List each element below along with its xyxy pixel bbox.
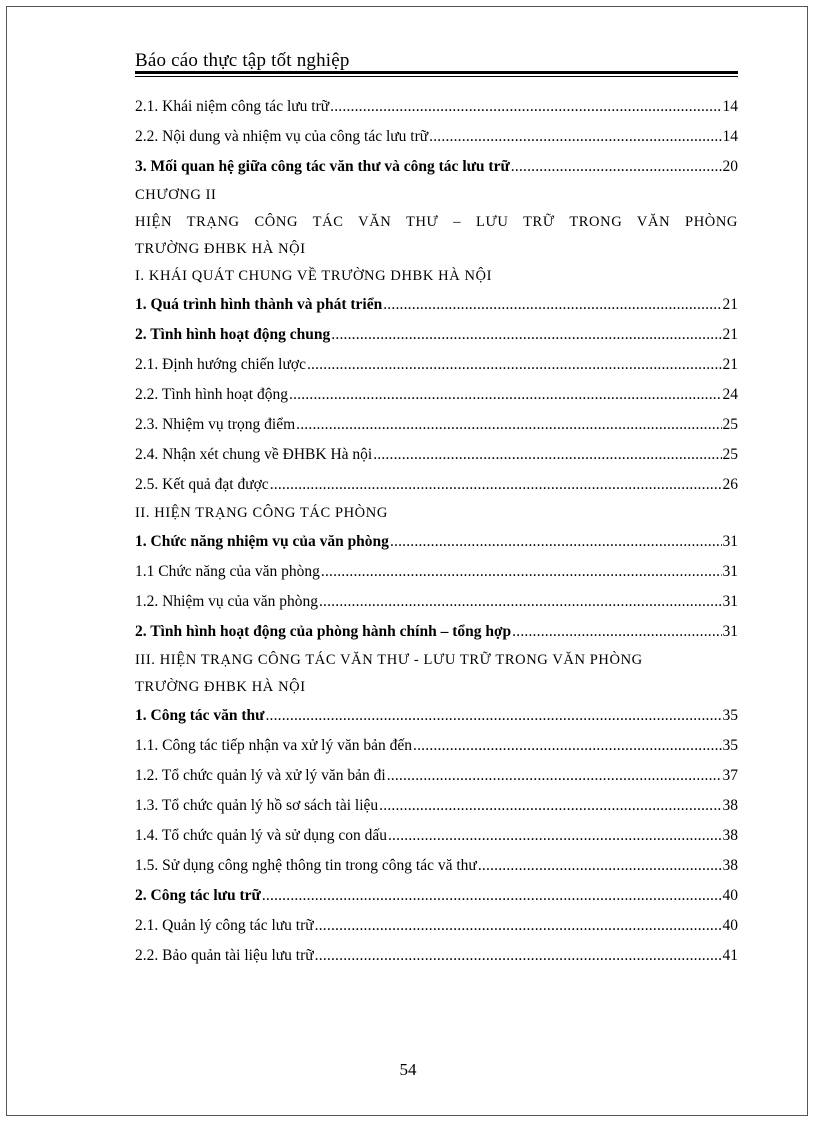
toc-dot-leader [315,918,722,934]
toc-entry [135,320,738,350]
toc-entry [135,92,738,122]
toc-entry [135,290,738,320]
toc-dot-leader [307,357,722,373]
toc-entry-page: 31 [722,593,738,610]
toc-entry-label: 2.2. Tình hình hoạt động [135,386,288,403]
toc-entry-page: 40 [722,917,738,934]
toc-entry-label: 1.4. Tổ chức quản lý và sử dụng con dấu [135,827,387,844]
table-of-contents [135,92,738,971]
toc-entry [135,761,738,791]
toc-entry [135,380,738,410]
toc-entry-label: 1.1. Công tác tiếp nhận va xử lý văn bản đến [135,737,413,754]
toc-entry-label: 2. Tình hình hoạt động chung [135,326,331,343]
toc-entry [135,851,738,881]
toc-dot-leader [429,129,721,145]
header-rule-thin [135,76,738,77]
toc-entry-page: 38 [722,857,738,874]
toc-entry-label: 1.3. Tổ chức quản lý hồ sơ sách tài liệu [135,797,379,814]
toc-entry-label: 1.5. Sử dụng công nghệ thông tin trong công tác vă thư [135,857,477,874]
toc-dot-leader [511,159,722,175]
report-header-title: Báo cáo thực tập tốt nghiệp [135,50,350,71]
toc-dot-leader [373,447,721,463]
toc-dot-leader [413,738,721,754]
toc-entry-page: 31 [722,533,738,550]
toc-dot-leader [270,477,722,493]
toc-entry [135,791,738,821]
toc-entry-page: 25 [722,416,738,433]
header-rule-thick [135,71,738,74]
toc-entry-page: 20 [722,158,738,175]
toc-entry-label: 1.1 Chức năng của văn phòng [135,563,320,580]
toc-entry [135,470,738,500]
toc-entry-label: 1. Chức năng nhiệm vụ của văn phòng [135,533,389,550]
toc-entry-label: 2.3. Nhiệm vụ trọng điểm [135,416,296,433]
toc-entry [135,941,738,971]
toc-dot-leader [512,624,721,640]
toc-dot-leader [321,564,722,580]
page-number: 54 [399,1060,417,1079]
toc-entry-label: 1.2. Nhiệm vụ của văn phòng [135,593,318,610]
toc-entry-label: 2.4. Nhận xét chung về ĐHBK Hà nội [135,446,373,463]
toc-section-heading: II. HIỆN TRẠNG CÔNG TÁC PHÒNG [135,505,388,521]
toc-section-heading: CHƯƠNG II [135,187,217,203]
toc-entry-page: 38 [722,827,738,844]
toc-dot-leader [331,327,721,343]
toc-entry-page: 35 [722,707,738,724]
toc-dot-leader [387,768,722,784]
toc-entry-label: 2.2. Nội dung và nhiệm vụ của công tác lưu trữ [135,128,429,145]
toc-entry-label: 2.1. Khái niệm công tác lưu trữ [135,98,330,115]
toc-entry-page: 25 [722,446,738,463]
toc-entry [135,122,738,152]
toc-entry-page: 41 [722,947,738,964]
toc-entry-page: 40 [722,887,738,904]
toc-dot-leader [315,948,722,964]
toc-entry [135,731,738,761]
toc-entry-label: 2.1. Định hướng chiến lược [135,356,306,373]
toc-entry [135,617,738,647]
toc-entry-page: 14 [722,128,738,145]
toc-entry-label: 3. Mối quan hệ giữa công tác văn thư và công tác lưu trữ [135,158,510,175]
toc-dot-leader [319,594,722,610]
toc-entry [135,911,738,941]
toc-entry [135,350,738,380]
toc-entry [135,152,738,182]
toc-entry-label: 1.2. Tổ chức quản lý và xử lý văn bản đi [135,767,386,784]
toc-entry-page: 35 [722,737,738,754]
toc-entry-page: 37 [722,767,738,784]
toc-entry-label: 2.2. Bảo quản tài liệu lưu trữ [135,947,314,964]
toc-dot-leader [265,708,721,724]
toc-entry-page: 21 [722,356,738,373]
toc-dot-leader [383,297,721,313]
toc-entry [135,557,738,587]
toc-entry-page: 38 [722,797,738,814]
toc-entry-label: 1. Quá trình hình thành và phát triển [135,296,383,313]
toc-dot-leader [379,798,721,814]
toc-entry-label: 2.1. Quản lý công tác lưu trữ [135,917,314,934]
toc-entry [135,527,738,557]
toc-section-heading: I. KHÁI QUÁT CHUNG VỀ TRƯỜNG DHBK HÀ NỘI [135,268,493,284]
toc-dot-leader [262,888,722,904]
toc-entry-page: 26 [722,476,738,493]
toc-dot-leader [296,417,721,433]
toc-section-heading: TRƯỜNG ĐHBK HÀ NỘI [135,241,306,257]
toc-entry-label: 1. Công tác văn thư [135,707,265,724]
toc-entry [135,410,738,440]
toc-entry-page: 14 [722,98,738,115]
toc-entry [135,440,738,470]
toc-entry-label: 2. Công tác lưu trữ [135,887,261,904]
toc-dot-leader [478,858,722,874]
toc-entry-page: 21 [722,296,738,313]
toc-section-heading: HIỆN TRẠNG CÔNG TÁC VĂN THƯ – LƯU TRỮ TRONG VĂN PHÒNG [135,214,738,230]
toc-dot-leader [388,828,722,844]
toc-entry [135,587,738,617]
toc-entry [135,701,738,731]
toc-dot-leader [330,99,721,115]
toc-entry [135,821,738,851]
toc-dot-leader [289,387,722,403]
toc-entry-page: 31 [722,623,738,640]
toc-entry-page: 24 [722,386,738,403]
toc-dot-leader [390,534,722,550]
toc-section-heading: III. HIỆN TRẠNG CÔNG TÁC VĂN THƯ - LƯU TRỮ TRONG VĂN PHÒNG [135,652,643,668]
toc-entry-label: 2.5. Kết quả đạt được [135,476,269,493]
toc-entry-page: 31 [722,563,738,580]
toc-entry [135,881,738,911]
toc-section-heading: TRƯỜNG ĐHBK HÀ NỘI [135,679,306,695]
toc-entry-page: 21 [722,326,738,343]
toc-entry-label: 2. Tình hình hoạt động của phòng hành chính – tổng hợp [135,623,512,640]
